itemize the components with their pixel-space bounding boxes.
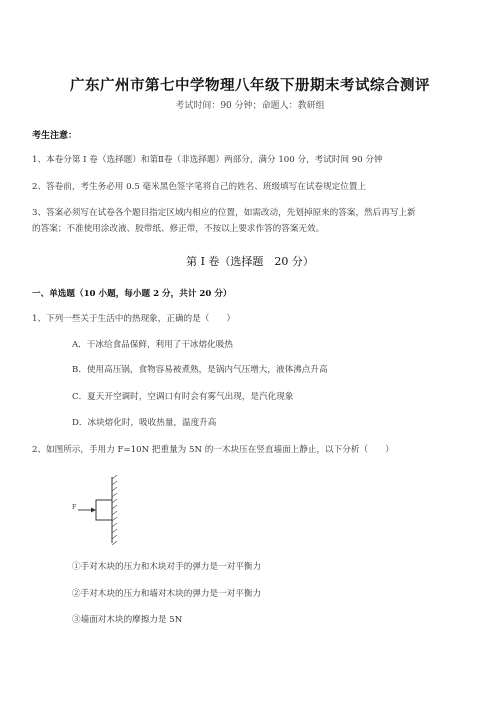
notes-heading: 考生注意：	[32, 131, 78, 141]
note-item-3-cont: 的答案；不准使用涂改液、胶带纸、修正带，不按以上要求作答的答案无效。	[32, 224, 325, 234]
note-item-3: 3、答案必须写在试卷各个题目指定区域内相应的位置，如需改动，先划掉原来的答案，然后再写上新	[32, 208, 416, 218]
force-label: F	[72, 504, 77, 511]
part-heading: 一、单选题（10 小题，每小题 2 分，共计 20 分）	[32, 289, 232, 299]
note-item-2: 2、答卷前，考生务必用 0.5 毫米黑色签字笔将自己的姓名、班级填写在试卷规定位置上	[32, 182, 366, 192]
q1-option-a: A．干冰给食品保鲜，利用了干冰熔化吸热	[72, 340, 233, 350]
exam-title: 广东广州市第七中学物理八年级下册期末考试综合测评	[70, 77, 430, 94]
force-diagram	[70, 475, 130, 549]
force-arrowhead	[91, 508, 96, 513]
q2-statement-3: ③墙面对木块的摩擦力是 5N	[72, 615, 183, 625]
q1-option-c: C．夏天开空调时，空调口有时会有雾气出现，是汽化现象	[72, 392, 294, 402]
wood-block	[96, 500, 112, 520]
q1-option-d: D．冰块熔化时，吸收热量，温度升高	[72, 418, 217, 428]
q2-statement-2: ②手对木块的压力和墙对木块的弹力是一对平衡力	[72, 589, 262, 599]
note-item-1: 1、本卷分第 I 卷（选择题）和第Ⅱ卷（非选择题）两部分，满分 100 分，考试时间 90 分钟	[32, 155, 383, 165]
exam-subtitle: 考试时间：90 分钟；命题人：教研组	[175, 101, 325, 111]
wall-hatching	[112, 475, 117, 545]
q1-stem: 1、下列一些关于生活中的热现象，正确的是（ ）	[32, 314, 236, 324]
section-title: 第 I 卷（选择题 20 分）	[186, 255, 314, 268]
q1-option-b: B．使用高压锅，食物容易被煮熟，是锅内气压增大，液体沸点升高	[72, 365, 328, 375]
q2-stem: 2、如图所示，手用力 F=10N 把重量为 5N 的一木块压在竖直墙面上静止，以下分析（ ）	[32, 445, 394, 455]
q2-statement-1: ①手对木块的压力和木块对手的弹力是一对平衡力	[72, 562, 262, 572]
